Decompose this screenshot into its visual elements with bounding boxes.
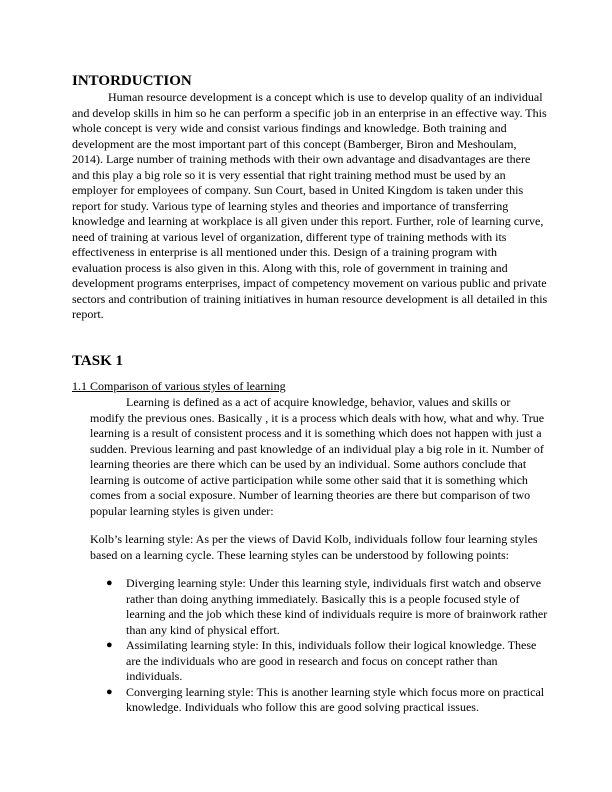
list-item: [90, 685, 548, 716]
list-item-text: Assimilating learning style: In this, individuals follow their logical knowledge. These are the individuals who are good in research and focus on concept rather than individuals.: [126, 638, 537, 683]
bullet-icon: ●: [106, 577, 113, 589]
intro-paragraph: Human resource development is a concept which is use to develop quality of an individual and develop skills in him so he can perform a specific job in an enterprise in an effective way. This whole concept is very wide and consist various findings and knowledge. Both training and development are the most important part of this concept (Bamberger, Biron and Meshoulam, 2014). Large number of training methods with their own advantage and disadvantages are there and this play a big role so it is very essential that right training method must be used by an employer for employees of company. Sun Court, based in United Kingdom is taken under this report for study. Various type of learning styles and theories and importance of transferring knowledge and learning at workplace is all given under this report. Further, role of learning curve, need of training at various level of organization, different type of training methods with its effectiveness in enterprise is all mentioned under this. Design of a training program with evaluation process is also given in this. Along with this, role of government in training and development programs enterprises, impact of competency movement on various public and private sectors and contribution of training initiatives in human resource development is all detailed in this report.: [72, 90, 548, 321]
list-item-text: Diverging learning style: Under this learning style, individuals first watch and observe rather than doing anything immediately. Basically this is a people focused style of learning and the job which these kind of individuals require is more of brainwork rather than any kind of physical effort.: [126, 576, 548, 637]
intro-heading: INTORDUCTION: [72, 73, 192, 89]
learning-styles-list: [90, 576, 548, 716]
bullet-icon: ●: [106, 685, 113, 698]
task1-heading: TASK 1: [72, 353, 123, 369]
kolb-paragraph: Kolb’s learning style: As per the views of David Kolb, individuals follow four learning styles based on a learning cycle. These learning styles can be understood by following points:: [90, 532, 538, 562]
list-item: [90, 576, 548, 638]
task1-subheading: 1.1 Comparison of various styles of learning: [72, 379, 286, 393]
bullet-icon: ●: [106, 639, 113, 651]
list-item-text: Converging learning style: This is another learning style which focus more on practical knowledge. Individuals who follow this are good solving practical issues.: [126, 684, 545, 714]
task1-paragraph: Learning is defined as a act of acquire knowledge, behavior, values and skills or modify the previous ones. Basically , it is a process which deals with how, what and why. True learning is a result of consistent process and it is something which does not happen with just a sudden. Previous learning and past knowledge of an individual play a big role in it. Number of learning theories are there which can be used by an individual. Some authors conclude that learning is outcome of active participation while some other said that it is something which comes from a social exposure. Number of learning theories are there but comparison of two popular learning styles is given under:: [90, 395, 545, 518]
list-item: [90, 638, 548, 685]
